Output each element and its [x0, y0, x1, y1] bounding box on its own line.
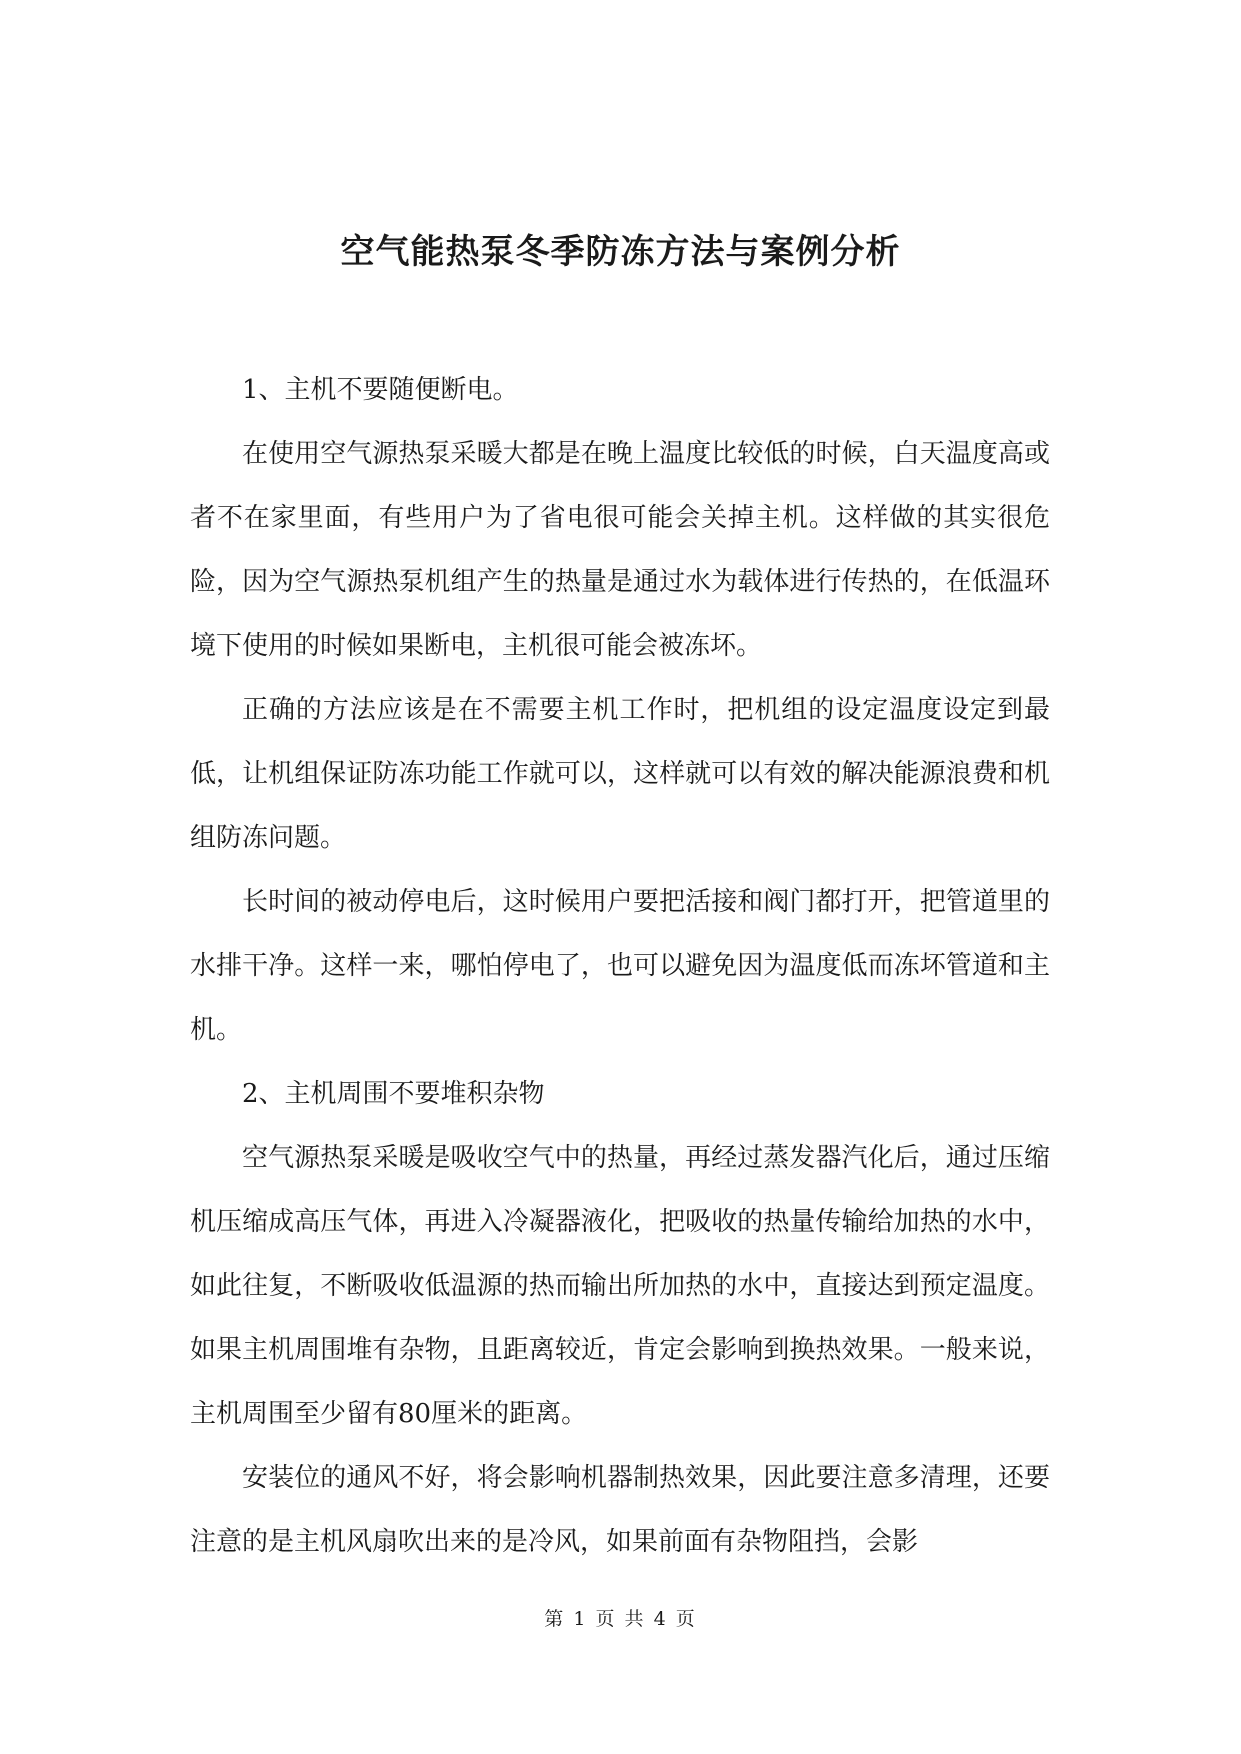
document-title: 空气能热泵冬季防冻方法与案例分析 [340, 232, 901, 272]
section-heading-2: 2、主机周围不要堆积杂物 [242, 1079, 545, 1109]
page-footer [0, 1604, 1241, 1631]
paragraph: 正确的方法应该是在不需要主机工作时，把机组的设定温度设定到最低，让机组保证防冻功能工作就可以，这样就可以有效的解决能源浪费和机组防冻问题。 [190, 695, 1050, 853]
document-body [190, 358, 1050, 1574]
footer-middle: 页 共 [595, 1608, 646, 1630]
paragraph: 长时间的被动停电后，这时候用户要把活接和阀门都打开，把管道里的水排干净。这样一来，哪怕停电了，也可以避免因为温度低而冻坏管道和主机。 [190, 887, 1050, 1045]
footer-current-page: 1 [573, 1608, 588, 1630]
footer-suffix: 页 [675, 1608, 697, 1630]
section-heading-1: 1、主机不要随便断电。 [242, 375, 519, 405]
footer-prefix: 第 [544, 1608, 566, 1630]
paragraph: 空气源热泵采暖是吸收空气中的热量，再经过蒸发器汽化后，通过压缩机压缩成高压气体，再进入冷凝器液化，把吸收的热量传输给加热的水中，如此往复，不断吸收低温源的热而输出所加热的水中，直接达到预定温度。如果主机周围堆有杂物，且距离较近，肯定会影响到换热效果。一般来说，主机周围至少留有80厘米的距离。 [190, 1143, 1050, 1429]
footer-total-pages: 4 [653, 1608, 668, 1630]
paragraph: 在使用空气源热泵采暖大都是在晚上温度比较低的时候，白天温度高或者不在家里面，有些用户为了省电很可能会关掉主机。这样做的其实很危险，因为空气源热泵机组产生的热量是通过水为载体进行传热的，在低温环境下使用的时候如果断电，主机很可能会被冻坏。 [190, 439, 1050, 661]
paragraph: 安装位的通风不好，将会影响机器制热效果，因此要注意多清理，还要注意的是主机风扇吹出来的是冷风，如果前面有杂物阻挡，会影 [190, 1463, 1050, 1557]
